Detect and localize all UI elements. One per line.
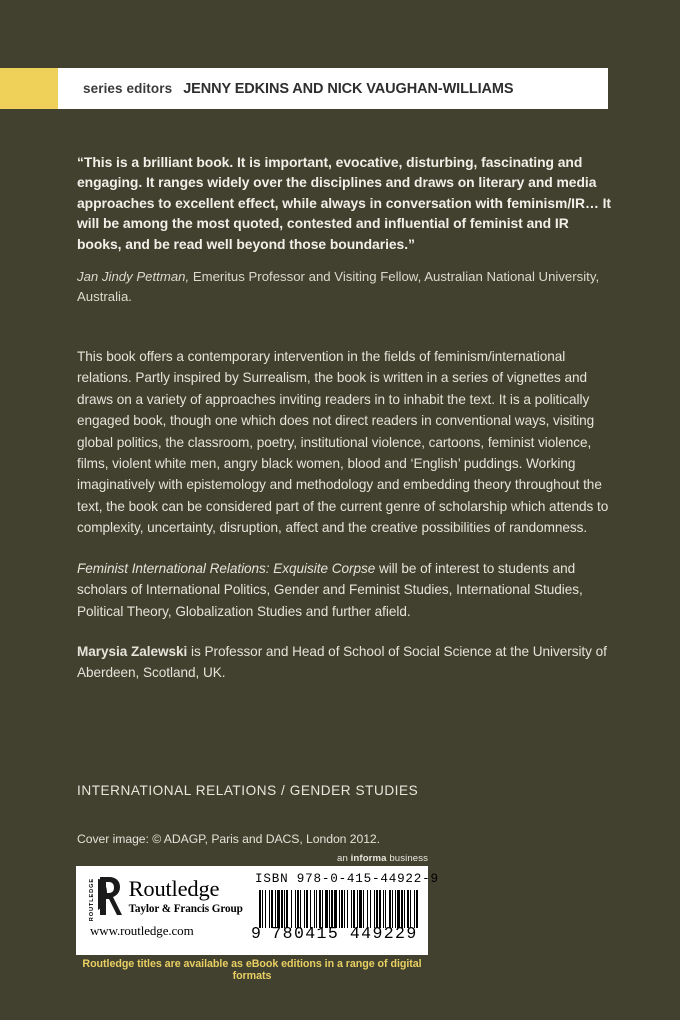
description-paragraph-3 bbox=[77, 641, 614, 684]
review-attribution bbox=[77, 267, 614, 306]
description-paragraph-1: This book offers a contemporary intervention in the fields of feminism/international relations. Partly inspired by Surrealism, the book is written in a series of vignettes and draws on a variety of approaches inviting readers in to inhabit the text. It is a politically engaged book, though one which does not direct readers in conventional ways, visiting global politics, the classroom, poetry, institutional violence, cartoons, feminist violence, films, violent white men, angry black women, blood and ‘English’ puddings. Working imaginatively with epistemology and methodology and embedding theory throughout the text, the book can be considered part of the current genre of scholarship which attends to complexity, uncertainty, disruption, affect and the creative possibilities of randomness. bbox=[77, 349, 609, 536]
publisher-barcode-block bbox=[76, 866, 439, 955]
informa-suffix: business bbox=[386, 853, 428, 864]
barcode-area bbox=[251, 866, 439, 955]
series-editors-white-band bbox=[58, 68, 608, 109]
author-bio-rest: is Professor and Head of School of Social Science at the University of Aberdeen, Scotland, UK. bbox=[77, 643, 607, 681]
routledge-r-mark-icon bbox=[98, 877, 122, 915]
ean13-barcode-icon bbox=[259, 890, 419, 928]
yellow-accent-swatch bbox=[0, 68, 58, 109]
ean-group-2: 449229 bbox=[349, 924, 418, 943]
series-editors-label: series editors bbox=[83, 81, 173, 96]
series-editors-band bbox=[0, 68, 608, 109]
routledge-name: Routledge bbox=[128, 876, 220, 901]
review-quote: “This is a brilliant book. It is important, evocative, disturbing, fascinating and engaging. It ranges widely over the disciplines and draws on literary and media approaches to excellent effect, while always in conversation with feminism/IR… It will be among the most quoted, contested and influential of feminist and IR books, and be read well beyond those boundaries.” bbox=[77, 154, 611, 252]
book-description bbox=[77, 346, 614, 684]
review-attribution-affiliation: Emeritus Professor and Visiting Fellow, Australian National University, Australia. bbox=[77, 269, 600, 304]
routledge-logo bbox=[90, 877, 243, 921]
back-cover-text-column bbox=[77, 152, 614, 684]
publisher-logo-area bbox=[76, 866, 251, 955]
routledge-tagline: Taylor & Francis Group bbox=[128, 902, 243, 915]
informa-business-line bbox=[76, 853, 428, 864]
series-editors-names: JENNY EDKINS AND NICK VAUGHAN-WILLIAMS bbox=[183, 80, 514, 97]
review-attribution-person: Jan Jindy Pettman, bbox=[77, 269, 190, 285]
routledge-url: www.routledge.com bbox=[90, 923, 194, 938]
book-title-italic: Feminist International Relations: Exquisite Corpse bbox=[77, 560, 376, 576]
ean-lead-digit: 9 bbox=[251, 924, 262, 943]
author-name: Marysia Zalewski bbox=[77, 643, 188, 659]
ean-group-1: 780415 bbox=[271, 924, 340, 943]
isbn-text: ISBN 978-0-415-44922-9 bbox=[255, 872, 439, 886]
subject-category-line: INTERNATIONAL RELATIONS / GENDER STUDIES bbox=[77, 783, 419, 798]
description-paragraph-2 bbox=[77, 558, 614, 622]
informa-brand: informa bbox=[350, 853, 387, 864]
description-paragraph-2-rest: will be of interest to students and scholars of International Politics, Gender and Feminist Studies, International Studies, Political Theory, Globalization Studies and further afield. bbox=[77, 560, 583, 619]
routledge-vertical-word: ROUTLEDGE bbox=[89, 878, 95, 922]
cover-image-credit: Cover image: © ADAGP, Paris and DACS, London 2012. bbox=[77, 832, 380, 846]
informa-prefix: an bbox=[337, 853, 351, 864]
routledge-wordmark bbox=[129, 877, 243, 915]
ean13-digits bbox=[251, 924, 423, 943]
ebook-availability-strip: Routledge titles are available as eBook editions in a range of digital formats bbox=[82, 958, 422, 982]
